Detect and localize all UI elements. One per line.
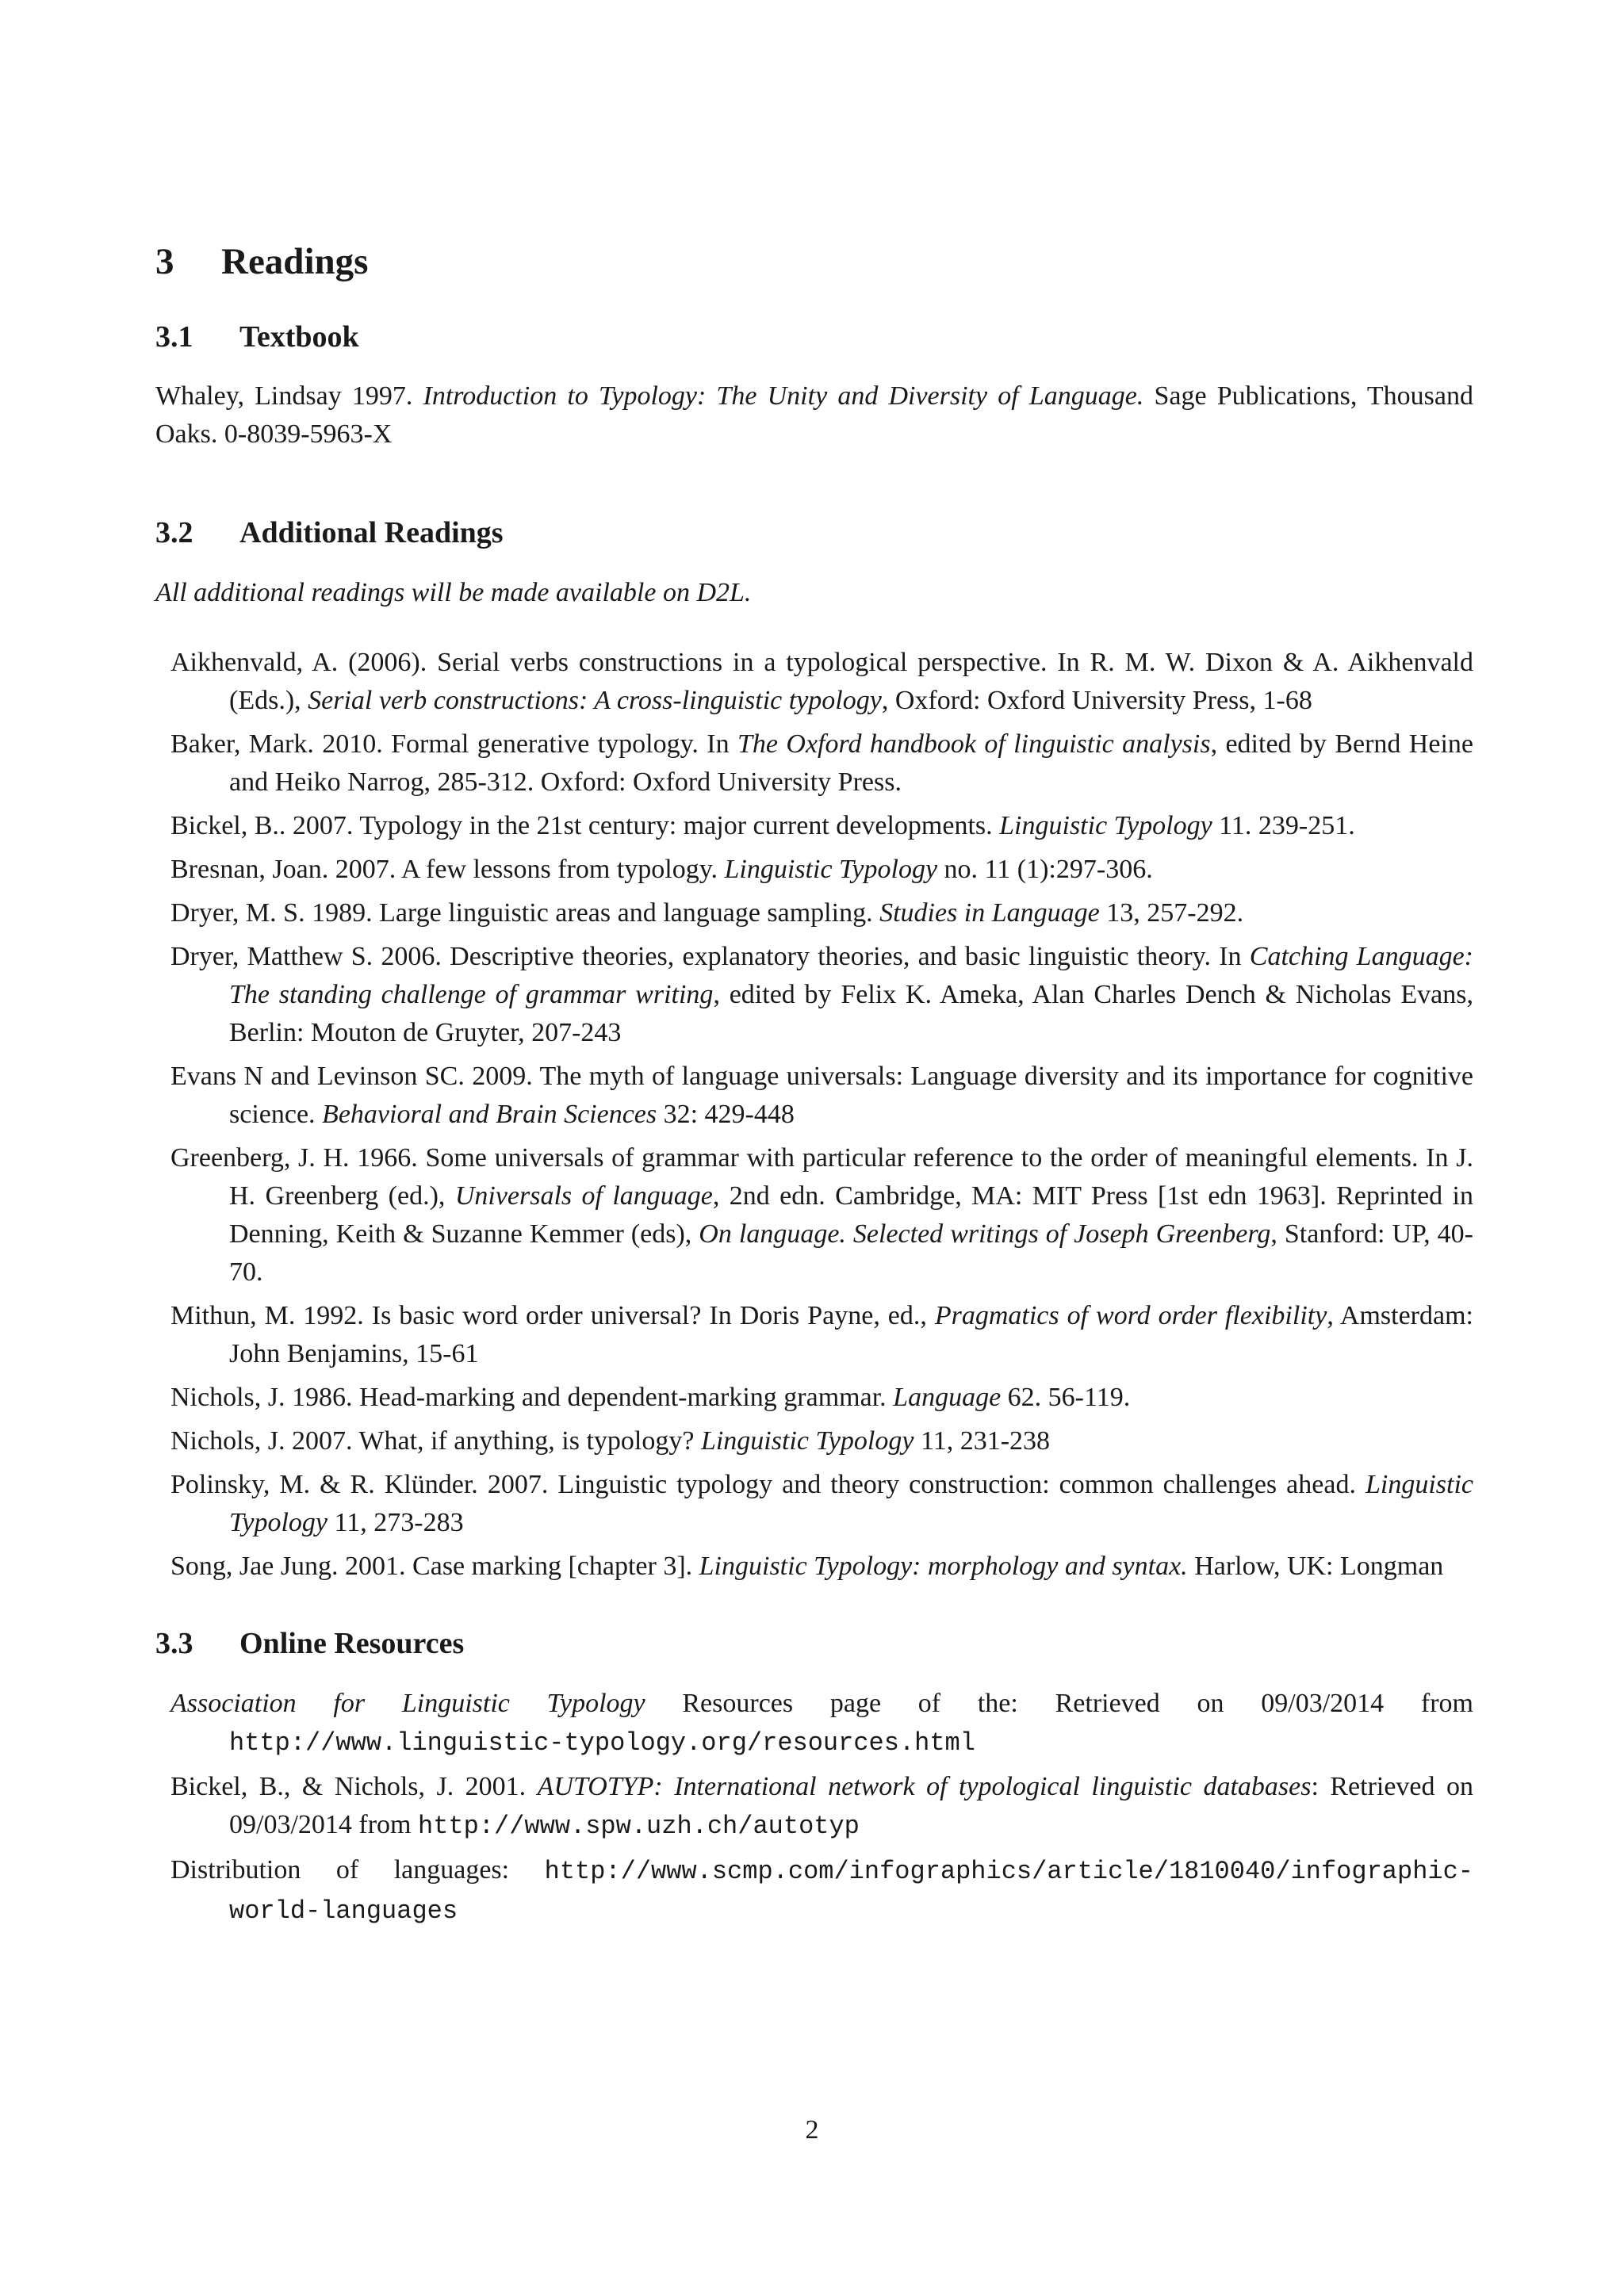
reference-item [155, 1685, 1473, 1762]
reference-text: Dryer, M. S. 1989. Large linguistic areas and language sampling. [170, 898, 880, 928]
page-number: 2 [805, 2115, 819, 2145]
reference-title: Studies in Language [879, 898, 1100, 928]
section-title: Readings [221, 241, 369, 282]
reference-item [155, 1058, 1473, 1134]
reference-text: Bresnan, Joan. 2007. A few lessons from typology. [170, 855, 725, 885]
subsection-title: Textbook [239, 320, 359, 354]
online-resources-list [155, 1685, 1473, 1931]
reference-text: , Amsterdam: John Benjamins, 15-61 [229, 1301, 1473, 1369]
document-page [155, 242, 1473, 1936]
reference-text: Dryer, Matthew S. 2006. Descriptive theories, explanatory theories, and basic linguistic theory. In [170, 942, 1250, 972]
reference-text: : Retrieved on 09/03/2014 from [229, 1772, 1473, 1840]
reference-title: Linguistic Typology: morphology and syntax. [699, 1552, 1188, 1582]
reference-title: AUTOTYP: International network of typological linguistic databases [537, 1772, 1312, 1802]
reference-text: , Oxford: Oxford University Press, 1-68 [881, 686, 1312, 716]
additional-readings-note: All additional readings will be made available on D2L. [155, 578, 752, 608]
reference-text: Evans N and Levinson SC. 2009. The myth of language universals: Language diversity and its importance for cognitive science. [170, 1062, 1473, 1130]
subsection-number: 3.1 [155, 320, 193, 354]
reference-url[interactable]: http://www.linguistic-typology.org/resources.html [229, 1728, 975, 1758]
reference-title: Catching Language: The standing challenge of grammar writing [229, 942, 1474, 1010]
reference-title: Linguistic Typology [700, 1426, 914, 1456]
reference-title: Language [893, 1383, 1002, 1413]
additional-readings-list [155, 644, 1473, 1586]
reference-text: Nichols, J. 1986. Head-marking and dependent-marking grammar. [170, 1383, 894, 1413]
textbook-title: Introduction to Typology: The Unity and Diversity of Language. [423, 381, 1144, 411]
reference-url[interactable]: http://www.spw.uzh.ch/autotyp [417, 1812, 860, 1842]
reference-item [155, 894, 1473, 932]
reference-item [155, 1768, 1473, 1846]
reference-text: Bickel, B., & Nichols, J. 2001. [170, 1772, 538, 1802]
reference-item [155, 1139, 1473, 1292]
subsection-heading-additional [155, 517, 1473, 550]
reference-title: Linguistic Typology [724, 855, 938, 885]
reference-item [155, 1466, 1473, 1542]
subsection-title: Additional Readings [239, 516, 504, 550]
reference-text: , Stanford: UP, 40-70. [229, 1219, 1473, 1288]
reference-text: 11, 273-283 [327, 1508, 464, 1538]
reference-item [155, 938, 1473, 1052]
reference-text: Nichols, J. 2007. What, if anything, is typology? [170, 1426, 701, 1456]
reference-text: 62. 56-119. [1001, 1383, 1131, 1413]
reference-text: Bickel, B.. 2007. Typology in the 21st century: major current developments. [170, 811, 1000, 841]
section-number: 3 [155, 241, 174, 282]
reference-title: Linguistic Typology [229, 1470, 1473, 1538]
reference-text: Resources page of the: Retrieved on 09/03/2014 from [645, 1689, 1473, 1719]
reference-text: Greenberg, J. H. 1966. Some universals of grammar with particular reference to the order of meaningful elements. In J. H. Greenberg (ed.), [170, 1143, 1473, 1211]
reference-text: 11. 239-251. [1212, 811, 1355, 841]
reference-item [155, 851, 1473, 889]
subsection-heading-textbook [155, 321, 1473, 354]
reference-text: 11, 231-238 [914, 1426, 1051, 1456]
section-heading [155, 242, 1473, 283]
subsection-title: Online Resources [239, 1627, 465, 1661]
subsection-heading-online [155, 1628, 1473, 1661]
reference-text: , 2nd edn. Cambridge, MA: MIT Press [1st edn 1963]. Reprinted in Denning, Keith & Suzanne Kemmer (eds), [229, 1181, 1473, 1249]
reference-title: Universals of language [454, 1181, 713, 1211]
reference-text: Mithun, M. 1992. Is basic word order universal? In Doris Payne, ed., [170, 1301, 935, 1331]
reference-title: Linguistic Typology [999, 811, 1212, 841]
reference-title: Association for Linguistic Typology [170, 1689, 645, 1719]
reference-text: , edited by Bernd Heine and Heiko Narrog, 285-312. Oxford: Oxford University Press. [229, 729, 1473, 798]
reference-title: Serial verb constructions: A cross-linguistic typology [308, 686, 882, 716]
reference-item [155, 644, 1473, 720]
reference-title: The Oxford handbook of linguistic analysis [737, 729, 1211, 760]
reference-item [155, 807, 1473, 845]
reference-item [155, 1548, 1473, 1586]
reference-text: Aikhenvald, A. (2006). Serial verbs constructions in a typological perspective. In R. M. W. Dixon & A. Aikhenvald (Eds.), [170, 648, 1473, 716]
reference-title: Behavioral and Brain Sciences [322, 1100, 657, 1130]
reference-title: On language. Selected writings of Joseph Greenberg [699, 1219, 1271, 1249]
reference-item [155, 1851, 1473, 1931]
textbook-author: Whaley, Lindsay 1997. [155, 381, 423, 411]
subsection-number: 3.3 [155, 1627, 193, 1661]
reference-item [155, 1297, 1473, 1373]
reference-url[interactable]: http://www.scmp.com/infographics/article/1810040/infographic-world-languages [229, 1857, 1473, 1927]
reference-item [155, 725, 1473, 802]
reference-text: Distribution of languages: [170, 1855, 545, 1885]
textbook-entry [155, 377, 1473, 453]
reference-item [155, 1379, 1473, 1417]
reference-text: Baker, Mark. 2010. Formal generative typology. In [170, 729, 738, 760]
reference-text: Polinsky, M. & R. Klünder. 2007. Linguistic typology and theory construction: common challenges ahead. [170, 1470, 1365, 1500]
reference-text: Harlow, UK: Longman [1187, 1552, 1444, 1582]
reference-item [155, 1422, 1473, 1460]
textbook-publisher: Sage Publications, Thousand Oaks. 0-8039-5963-X [155, 381, 1473, 450]
reference-text: Song, Jae Jung. 2001. Case marking [chapter 3]. [170, 1552, 699, 1582]
subsection-number: 3.2 [155, 516, 193, 550]
reference-text: no. 11 (1):297-306. [937, 855, 1153, 885]
reference-text: 13, 257-292. [1099, 898, 1244, 928]
reference-text: , edited by Felix K. Ameka, Alan Charles Dench & Nicholas Evans, Berlin: Mouton de Gruyter, 207-243 [229, 980, 1473, 1048]
reference-title: Pragmatics of word order flexibility [934, 1301, 1327, 1331]
reference-text: 32: 429-448 [657, 1100, 795, 1130]
